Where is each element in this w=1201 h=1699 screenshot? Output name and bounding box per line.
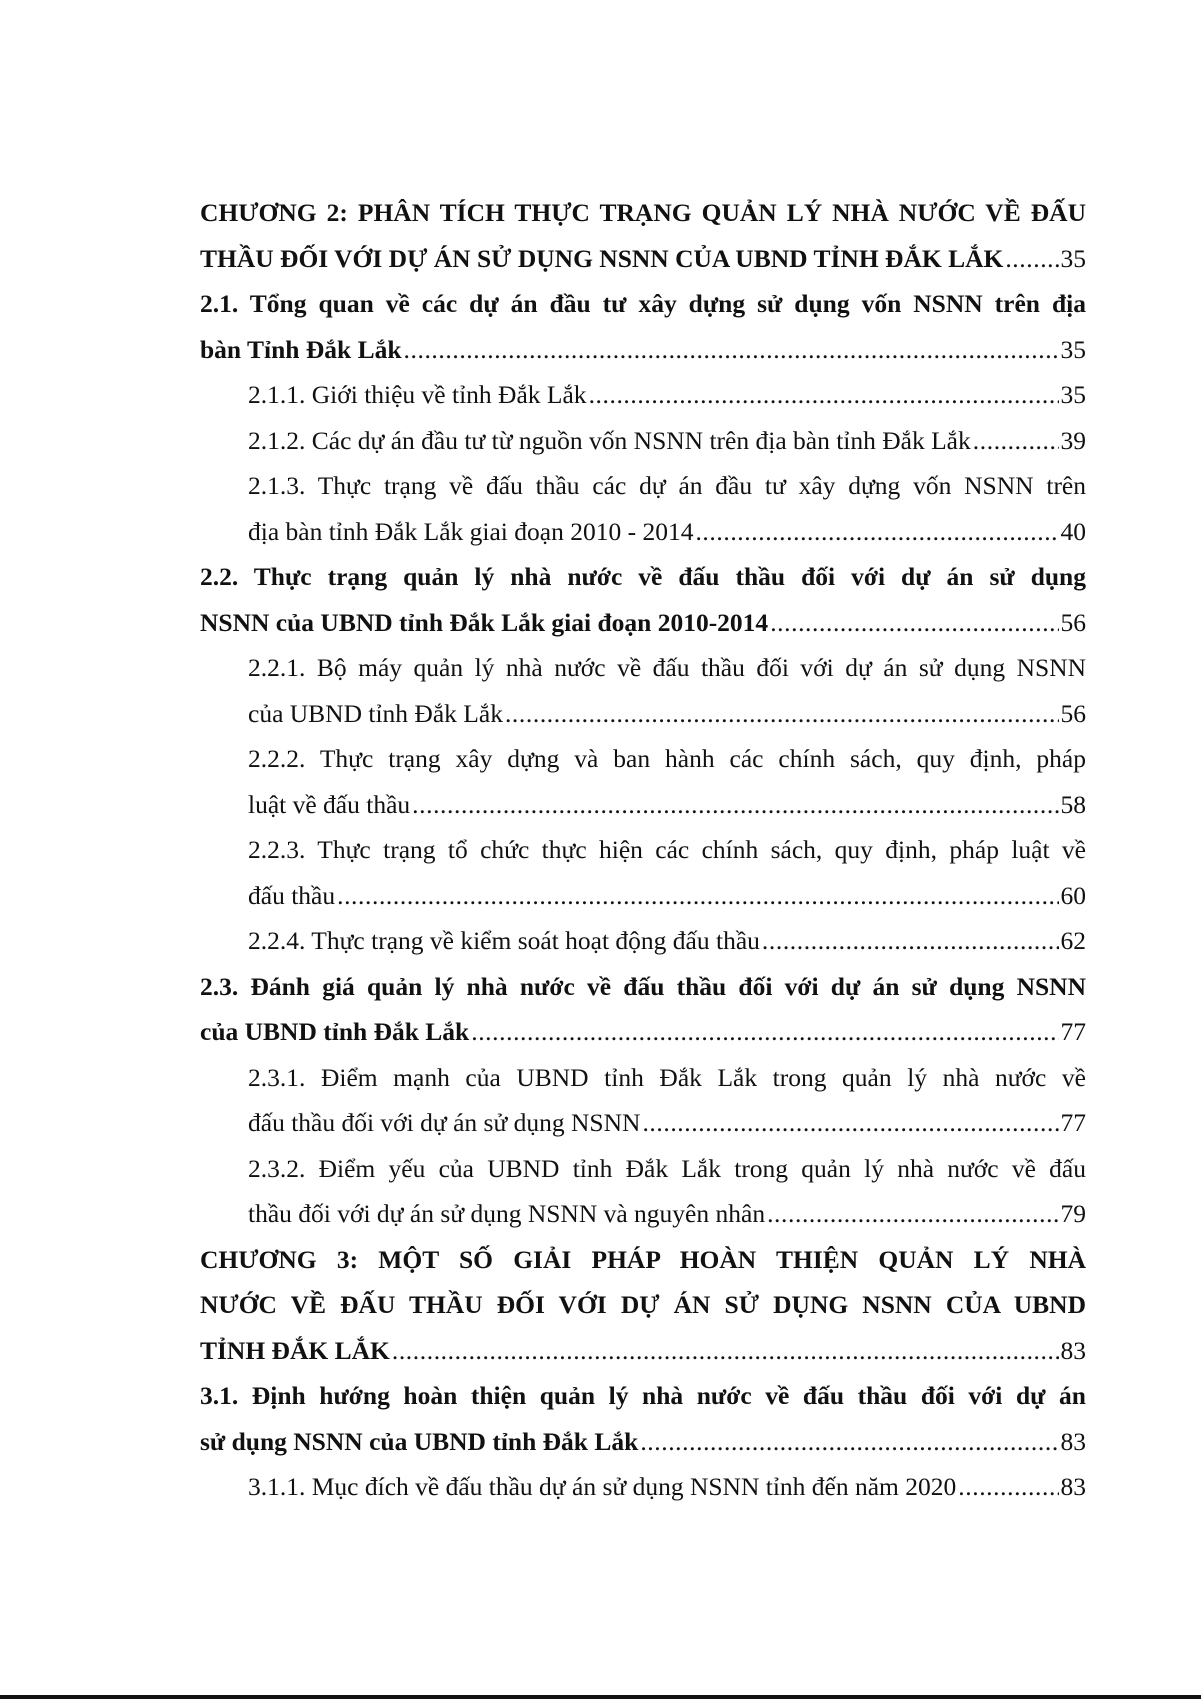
toc-entry[interactable]: [200, 827, 1086, 918]
toc-entry-title: đấu thầu đối với dự án sử dụng NSNN: [248, 1108, 641, 1137]
toc-page-number: 35: [1060, 380, 1086, 409]
dot-leader: [589, 372, 1059, 418]
toc-entry-title: sử dụng NSNN của UBND tỉnh Đắk Lắk: [200, 1426, 639, 1456]
toc-page-number: 77: [1060, 1108, 1086, 1137]
toc-page-number: 62: [1060, 926, 1086, 955]
toc-entry-line: NƯỚC VỀ ĐẤU THẦU ĐỐI VỚI DỰ ÁN SỬ DỤNG NSNN CỦA UBND: [200, 1290, 1086, 1319]
toc-entry-line: 3.1. Định hướng hoàn thiện quản lý nhà nước về đấu thầu đối với dự án: [200, 1381, 1086, 1410]
toc-entry-last-line: [248, 1191, 1086, 1237]
toc-entry[interactable]: [200, 918, 1086, 964]
toc-entry[interactable]: [200, 1237, 1086, 1374]
toc-entry-title: 2.1.1. Giới thiệu về tỉnh Đắk Lắk: [248, 380, 587, 409]
toc-entry-line: CHƯƠNG 2: PHÂN TÍCH THỰC TRẠNG QUẢN LÝ NHÀ NƯỚC VỀ ĐẤU: [200, 198, 1086, 227]
dot-leader: [505, 691, 1059, 737]
toc-page-number: 83: [1060, 1472, 1086, 1501]
dot-leader: [642, 1100, 1058, 1146]
toc-entry-last-line: [200, 1328, 1086, 1374]
toc-entry-last-line: [248, 918, 1086, 964]
toc-entry[interactable]: [200, 964, 1086, 1055]
toc-page-number: 83: [1060, 1426, 1086, 1456]
toc-entry-last-line: [200, 1009, 1086, 1055]
toc-entry-last-line: [248, 1464, 1086, 1510]
dot-leader: [770, 600, 1058, 646]
toc-entry-title: TỈNH ĐẮK LẮK: [200, 1335, 390, 1365]
toc-entry-line: 2.3. Đánh giá quản lý nhà nước về đấu thầu đối với dự án sử dụng NSNN: [200, 971, 1086, 1001]
toc-entry-last-line: [248, 418, 1086, 464]
toc-entry[interactable]: [200, 645, 1086, 736]
dot-leader: [640, 1419, 1058, 1465]
toc-entry-line: 2.2.2. Thực trạng xây dựng và ban hành các chính sách, quy định, pháp: [248, 744, 1086, 773]
toc-page-number: 60: [1060, 880, 1086, 910]
toc-entry-title: luật về đấu thầu: [248, 789, 411, 819]
toc-entry-last-line: [200, 236, 1086, 282]
toc-page-number: 35: [1060, 243, 1086, 273]
toc-entry[interactable]: [200, 1373, 1086, 1464]
toc-entry-last-line: [200, 600, 1086, 646]
toc-entry-last-line: [248, 372, 1086, 418]
dot-leader: [412, 782, 1058, 828]
toc-entry-last-line: [248, 782, 1086, 828]
toc-entry-title: đấu thầu: [248, 880, 336, 910]
dot-leader: [1005, 236, 1058, 282]
toc-entry[interactable]: [200, 281, 1086, 372]
toc-entry-last-line: [248, 1100, 1086, 1146]
dot-leader: [392, 1328, 1059, 1374]
toc-entry[interactable]: [200, 372, 1086, 418]
table-of-contents: [200, 190, 1086, 1510]
toc-page-number: 56: [1060, 607, 1086, 637]
toc-page-number: 39: [1060, 425, 1086, 455]
toc-entry[interactable]: [200, 463, 1086, 554]
toc-entry-last-line: [248, 509, 1086, 555]
toc-entry-title: của UBND tỉnh Đắk Lắk: [248, 698, 503, 728]
dot-leader: [973, 418, 1059, 464]
dot-leader: [337, 873, 1058, 919]
dot-leader: [767, 1191, 1058, 1237]
toc-entry-title: bàn Tỉnh Đắk Lắk: [200, 334, 402, 364]
toc-entry-line: 2.2. Thực trạng quản lý nhà nước về đấu thầu đối với dự án sử dụng: [200, 562, 1086, 591]
toc-page-number: 83: [1060, 1335, 1086, 1365]
dot-leader: [695, 509, 1058, 555]
dot-leader: [762, 918, 1059, 964]
toc-entry-title: 3.1.1. Mục đích về đấu thầu dự án sử dụng NSNN tỉnh đến năm 2020: [248, 1472, 957, 1501]
dot-leader: [958, 1464, 1058, 1510]
toc-entry-line: 2.2.1. Bộ máy quản lý nhà nước về đấu thầu đối với dự án sử dụng NSNN: [248, 653, 1086, 682]
toc-entry-title: THẦU ĐỐI VỚI DỰ ÁN SỬ DỤNG NSNN CỦA UBND TỈNH ĐẮK LẮK: [200, 243, 1004, 273]
toc-entry-title: 2.1.2. Các dự án đầu tư từ nguồn vốn NSNN trên địa bàn tỉnh Đắk Lắk: [248, 425, 971, 455]
toc-entry-line: CHƯƠNG 3: MỘT SỐ GIẢI PHÁP HOÀN THIỆN QUẢN LÝ NHÀ: [200, 1244, 1086, 1274]
toc-page-number: 35: [1060, 334, 1086, 364]
toc-entry-line: 2.1. Tổng quan về các dự án đầu tư xây dựng sử dụng vốn NSNN trên địa: [200, 289, 1086, 318]
page-bottom-border: [0, 1695, 1201, 1699]
toc-page-number: 56: [1060, 698, 1086, 728]
toc-entry-last-line: [248, 873, 1086, 919]
toc-entry[interactable]: [200, 190, 1086, 281]
toc-entry-line: 2.1.3. Thực trạng về đấu thầu các dự án đầu tư xây dựng vốn NSNN trên: [248, 471, 1086, 500]
toc-entry-title: của UBND tỉnh Đắk Lắk: [200, 1017, 470, 1046]
toc-entry-line: 2.3.1. Điểm mạnh của UBND tỉnh Đắk Lắk trong quản lý nhà nước về: [248, 1062, 1086, 1092]
toc-entry-title: 2.2.4. Thực trạng về kiểm soát hoạt động đấu thầu: [248, 926, 760, 955]
toc-entry[interactable]: [200, 418, 1086, 464]
toc-entry-title: NSNN của UBND tỉnh Đắk Lắk giai đoạn 2010-2014: [200, 607, 769, 637]
toc-entry-title: thầu đối với dự án sử dụng NSNN và nguyên nhân: [248, 1199, 766, 1228]
toc-entry-last-line: [200, 327, 1086, 373]
toc-page-number: 77: [1060, 1017, 1086, 1046]
toc-entry-line: 2.2.3. Thực trạng tổ chức thực hiện các chính sách, quy định, pháp luật về: [248, 835, 1086, 864]
toc-page-number: 58: [1060, 789, 1086, 819]
toc-entry[interactable]: [200, 1055, 1086, 1146]
toc-entry-line: 2.3.2. Điểm yếu của UBND tỉnh Đắk Lắk trong quản lý nhà nước về đấu: [248, 1153, 1086, 1183]
dot-leader: [471, 1009, 1058, 1055]
toc-page-number: 40: [1060, 516, 1086, 546]
toc-entry-last-line: [248, 691, 1086, 737]
toc-entry[interactable]: [200, 736, 1086, 827]
toc-page-number: 79: [1060, 1199, 1086, 1228]
toc-entry[interactable]: [200, 1464, 1086, 1510]
toc-entry-last-line: [200, 1419, 1086, 1465]
toc-entry-title: địa bàn tỉnh Đắk Lắk giai đoạn 2010 - 2014: [248, 516, 694, 546]
toc-entry[interactable]: [200, 554, 1086, 645]
dot-leader: [404, 327, 1059, 373]
toc-entry[interactable]: [200, 1146, 1086, 1237]
